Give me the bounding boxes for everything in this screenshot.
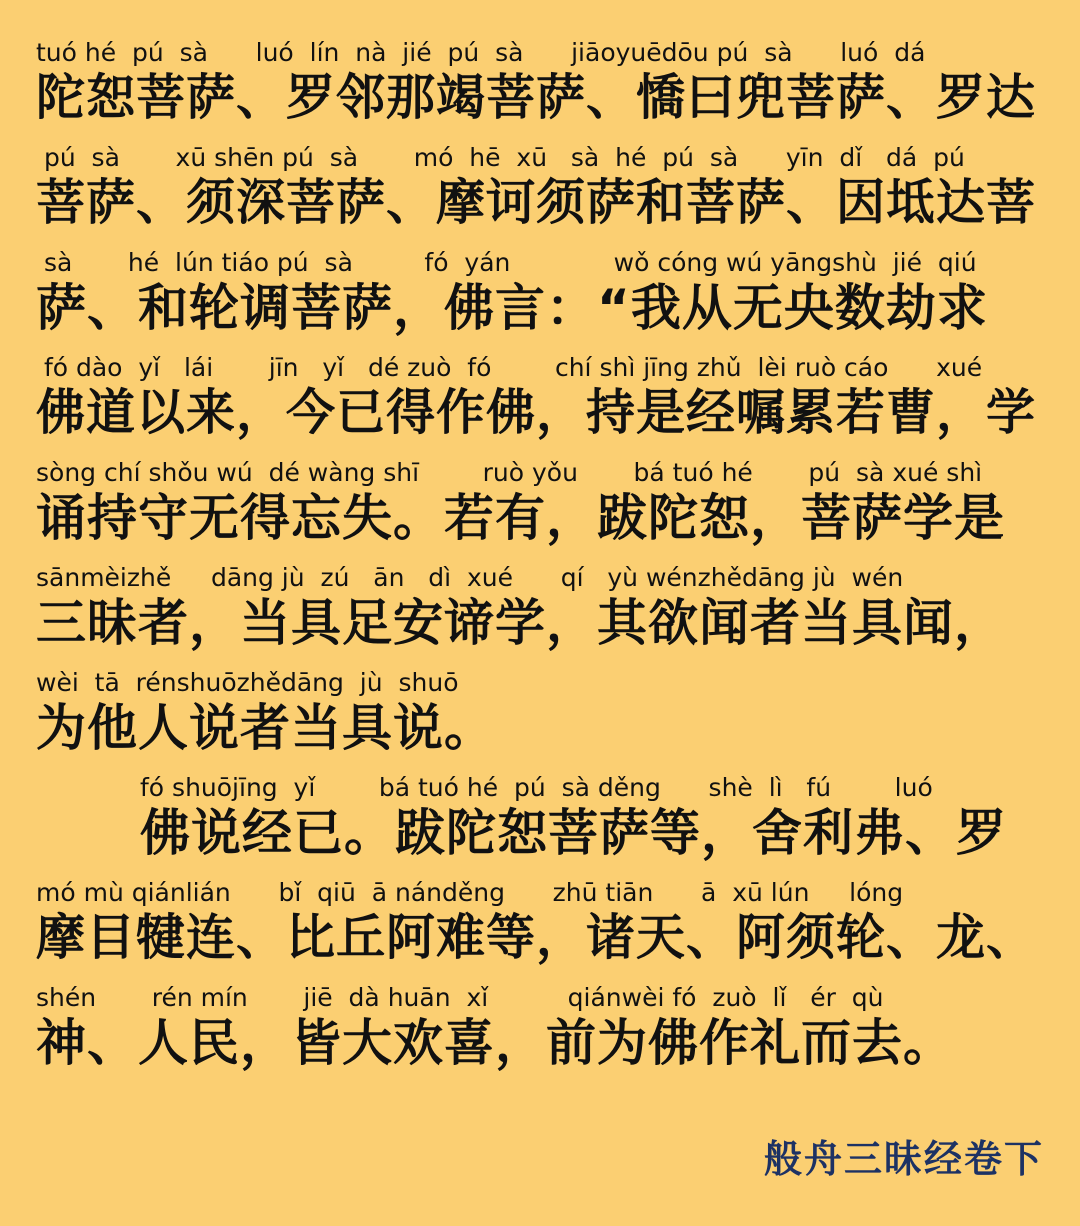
hanzi-line-9: 摩目犍连、比丘阿难等，诸天、阿须轮、龙、 bbox=[36, 909, 1037, 966]
text-line-7 bbox=[36, 668, 1046, 758]
pinyin-line-7: wèi tā rénshuōzhědāng jù shuō bbox=[36, 668, 459, 697]
hanzi-line-6: 三昧者，当具足安谛学，其欲闻者当具闻， bbox=[36, 594, 1005, 652]
hanzi-line-4: 佛道以来，今已得作佛，持是经嘱累若曹，学 bbox=[36, 384, 1037, 441]
pinyin-line-5: sòng chí shǒu wú dé wàng shī ruò yǒu bá tuó hé pú sà xué shì bbox=[36, 458, 983, 487]
pinyin-line-3: sà hé lún tiáo pú sà fó yán wǒ cóng wú yāngshù jié qiú bbox=[36, 248, 977, 277]
hanzi-line-10: 神、人民，皆大欢喜，前为佛作礼而去。 bbox=[36, 1014, 954, 1072]
pinyin-line-8: fó shuōjīng yǐ bá tuó hé pú sà děng shè lì fú luó bbox=[140, 773, 933, 802]
text-line-9 bbox=[36, 878, 1046, 968]
hanzi-line-1: 陀恕菩萨、罗邻那竭菩萨、憍曰兜菩萨、罗达 bbox=[36, 69, 1037, 126]
pinyin-line-10: shén rén mín jiē dà huān xǐ qiánwèi fó zuò lǐ ér qù bbox=[36, 983, 884, 1012]
hanzi-line-3: 萨、和轮调菩萨，佛言：“我从无央数劫求 bbox=[36, 279, 988, 337]
pinyin-line-6: sānmèizhě dāng jù zú ān dì xué qí yù wénzhědāng jù wén bbox=[36, 563, 904, 592]
pinyin-line-1: tuó hé pú sà luó lín nà jié pú sà jiāoyuēdōu pú sà luó dá bbox=[36, 38, 926, 67]
text-line-2 bbox=[36, 143, 1046, 233]
text-line-5 bbox=[36, 458, 1046, 548]
hanzi-line-8: 佛说经已。跋陀恕菩萨等，舍利弗、罗 bbox=[140, 804, 1007, 862]
hanzi-line-7: 为他人说者当具说。 bbox=[36, 699, 495, 757]
hanzi-line-5: 诵持守无得忘失。若有，跋陀恕，菩萨学是 bbox=[36, 489, 1005, 547]
text-line-4 bbox=[36, 353, 1046, 443]
pinyin-line-4: fó dào yǐ lái jīn yǐ dé zuò fó chí shì jīng zhǔ lèi ruò cáo xué bbox=[36, 353, 983, 382]
sutra-volume-title: 般舟三昧经卷下 bbox=[763, 1136, 1044, 1181]
text-line-3 bbox=[36, 248, 1046, 338]
text-line-1 bbox=[36, 38, 1046, 128]
text-line-6 bbox=[36, 563, 1046, 653]
pinyin-line-9: mó mù qiánlián bǐ qiū ā nánděng zhū tiān ā xū lún lóng bbox=[36, 878, 904, 907]
text-line-8 bbox=[140, 773, 1046, 863]
hanzi-line-2: 菩萨、须深菩萨、摩诃须萨和菩萨、因坻达菩 bbox=[36, 174, 1037, 231]
pinyin-line-2: pú sà xū shēn pú sà mó hē xū sà hé pú sà yīn dǐ dá pú bbox=[36, 143, 965, 172]
text-line-10 bbox=[36, 983, 1046, 1073]
